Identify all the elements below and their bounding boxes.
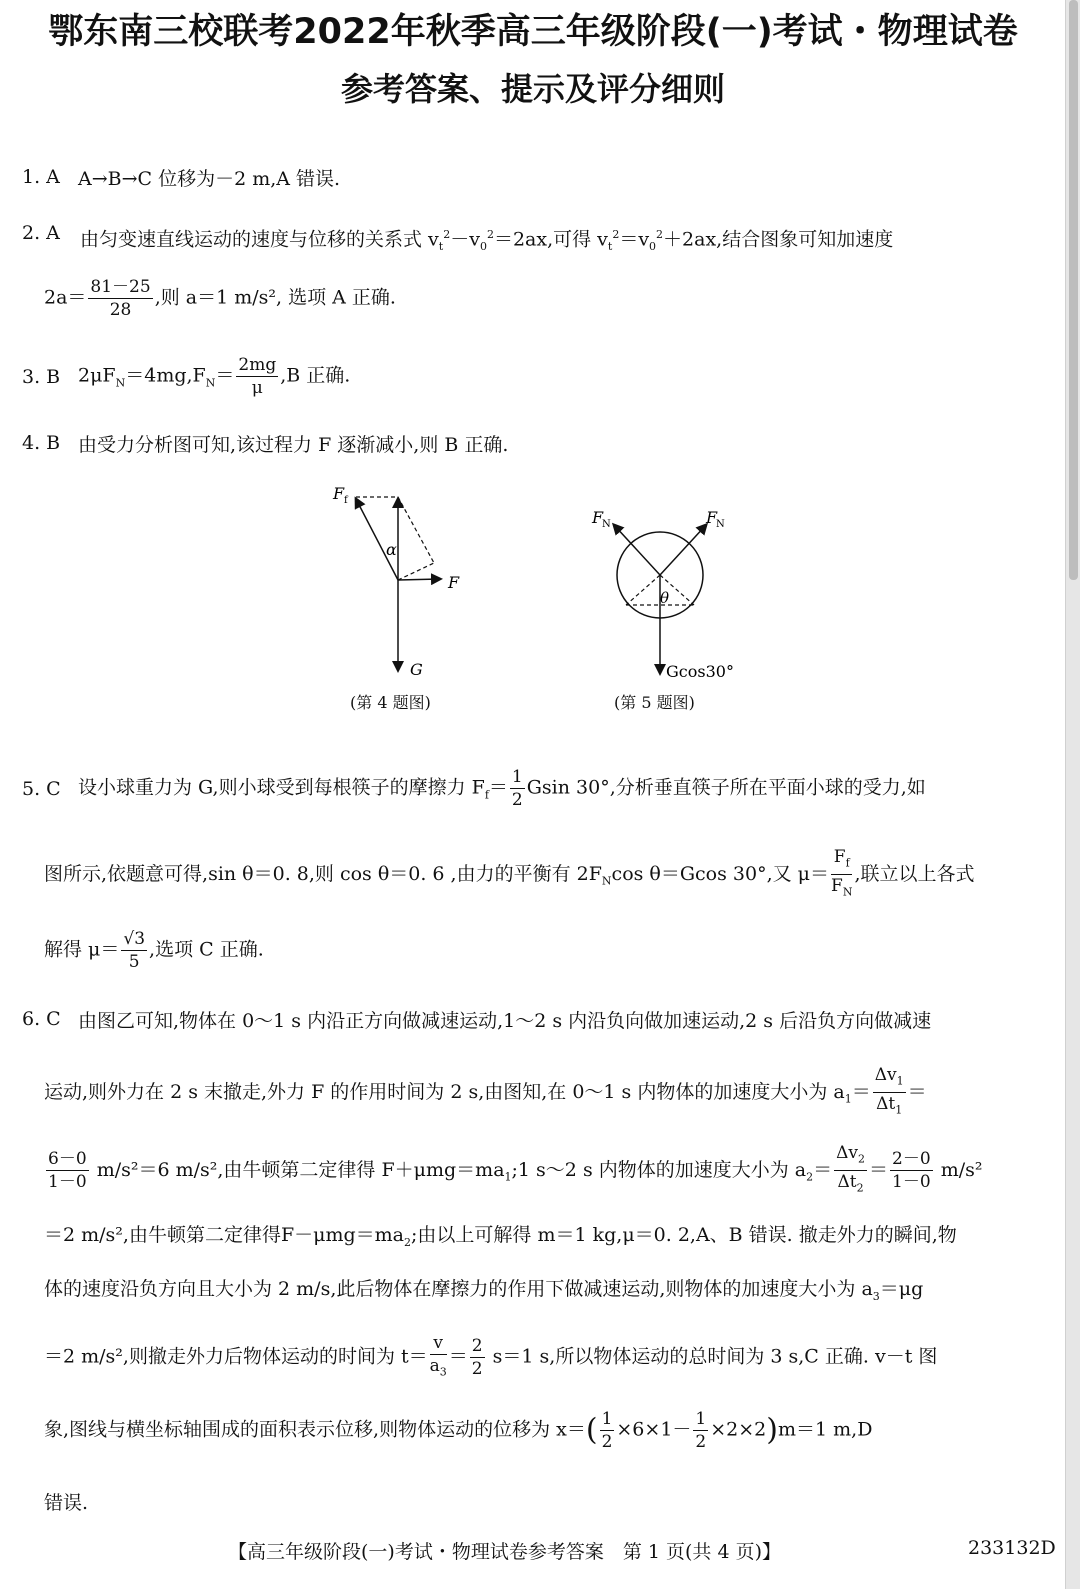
answer-2-pre: 2a＝ — [44, 286, 87, 309]
answer-2-l1c: ＝2ax,可得 v — [493, 228, 608, 251]
footer-doc-code: 233132D — [968, 1537, 1056, 1559]
fig5-label-fn-left: F — [592, 508, 604, 527]
answer-6-line4: ＝2 m/s²,由牛顿第二定律得$F-\mu mg=ma_2$;由以上可解得 m＝1 kg,μ＝0. 2,A、B 错误. 撤走外力的瞬间,物 — [44, 1224, 957, 1249]
answer-3-fraction: $\frac{2mg}{\mu}$ — [238, 355, 277, 398]
fig4-label-f: F — [448, 573, 460, 592]
fig4-label-g: G — [410, 660, 423, 679]
answer-6-line6: ＝2 m/s²,则撤走外力后物体运动的时间为 t＝ $\frac{v}{a_3}$ ＝ $\frac{2}{2}$ s＝1 s,所以物体运动的总时间为 3 s,C 正确. v－t 图 — [44, 1333, 938, 1380]
answer-3-line: $2\mu F_N=4mg,F_N=$ $\frac{2mg}{\mu}$ ,B 正确. — [78, 355, 351, 398]
answer-2-post: ,则 a＝1 m/s², 选项 A 正确. — [154, 286, 396, 309]
answer-6-line5: 体的速度沿负方向且大小为 2 m/s,此后物体在摩擦力的作用下做减速运动,则物体的加速度大小为 $a_3=\mu g$ — [44, 1278, 924, 1303]
fig5-label-theta: θ — [660, 589, 670, 607]
answer-5-number: 5. C — [22, 778, 61, 800]
answer-1-number: 1. A — [22, 166, 60, 188]
fig4-label-ff: F — [333, 485, 345, 503]
answer-6-number: 6. C — [22, 1008, 61, 1030]
answer-5-line2: 图所示,依题意可得,sin θ＝0. 8,则 cos θ＝0. 6 ,由力的平衡有 $2F_N\cos$ θ＝Gcos 30°,又 μ＝ $\frac{F_f}{F_N}$ ,联立以上各式 — [44, 847, 975, 899]
answer-2-l1b: －v — [450, 228, 480, 251]
figure-4-caption: (第 4 题图) — [350, 693, 431, 712]
answer-6-line2: 运动,则外力在 2 s 末撤走,外力 F 的作用时间为 2 s,由图知,在 0～1 s 内物体的加速度大小为 $a_1=$ $\frac{\Delta v_1}{\Delta t_1}$ ＝ — [44, 1065, 927, 1117]
answer-6-line1: 由图乙可知,物体在 0～1 s 内沿正方向做减速运动,1～2 s 内沿负向做加速运动,2 s 后沿负方向做减速 — [78, 1010, 932, 1032]
fig5-label-g: Gcos30° — [666, 662, 734, 681]
answer-5-line3: 解得 μ＝ $\frac{√3}{5}$ ,选项 C 正确. — [44, 929, 264, 972]
footer-page-info: 【高三年级阶段(一)考试・物理试卷参考答案 第 1 页(共 4 页)】 — [228, 1541, 781, 1563]
answer-4-number: 4. B — [22, 432, 61, 454]
answer-4-text: 由受力分析图可知,该过程力 F 逐渐减小,则 B 正确. — [78, 434, 509, 456]
fig5-label-fn-right: F — [706, 508, 718, 527]
answer-2-l1d: ＝v — [619, 228, 650, 251]
answer-2-fraction: $\frac{81-25}{28}$ — [90, 277, 151, 320]
figure-5-force-diagram — [590, 505, 740, 685]
scroll-thumb[interactable] — [1069, 0, 1078, 580]
answer-2-line1: 由匀变速直线运动的速度与位移的关系式 $v_t^2-v_0^2=2ax$,可得 $v_t^2=v_0^2+2ax$,结合图象可知加速度 — [80, 228, 894, 254]
scrollbar[interactable] — [1065, 0, 1080, 1589]
svg-text:N: N — [602, 519, 611, 530]
answer-2-l1e: ＋2ax,结合图象可知加速度 — [663, 228, 894, 251]
page-title: 鄂东南三校联考2022年秋季高三年级阶段(一)考试・物理试卷 — [48, 12, 1018, 52]
answer-6-line7: 象,图线与横坐标轴围成的面积表示位移,则物体运动的位移为 x＝( $\frac{1}{2}$ ×6×1－ $\frac{1}{2}$ ×2×2)m＝1 m,D — [44, 1409, 873, 1452]
figure-5-caption: (第 5 题图) — [614, 693, 695, 712]
answer-2-l1a: 由匀变速直线运动的速度与位移的关系式 v — [80, 228, 439, 251]
fig4-label-alpha: α — [386, 540, 397, 559]
answer-2-line2 — [44, 276, 1056, 321]
answer-6-line3: $\frac{6-0}{1-0}$ m/s²＝6 m/s²,由牛顿第二定律得 $F+\mu mg=ma_1;1$ s～2 s 内物体的加速度大小为 $a_2=$ $\frac{\Delta v_2}{\Delta t_2}$ ＝ $\frac{2-0}{1-0}$ m/s² — [48, 1143, 983, 1195]
answer-5-line1: 设小球重力为 G,则小球受到每根筷子的摩擦力 $F_f=$ $\frac{1}{2}$ Gsin 30°,分析垂直筷子所在平面小球的受力,如 — [78, 767, 926, 810]
answer-2-number: 2. A — [22, 222, 60, 244]
figure-4-force-diagram — [330, 485, 470, 685]
svg-text:N: N — [716, 519, 725, 530]
answer-1-text: A→B→C 位移为－2 m,A 错误. — [78, 168, 341, 190]
svg-text:f: f — [344, 495, 348, 506]
answer-3-number: 3. B — [22, 366, 61, 388]
page-subtitle: 参考答案、提示及评分细则 — [340, 70, 725, 108]
answer-6-line8: 错误. — [44, 1492, 89, 1514]
